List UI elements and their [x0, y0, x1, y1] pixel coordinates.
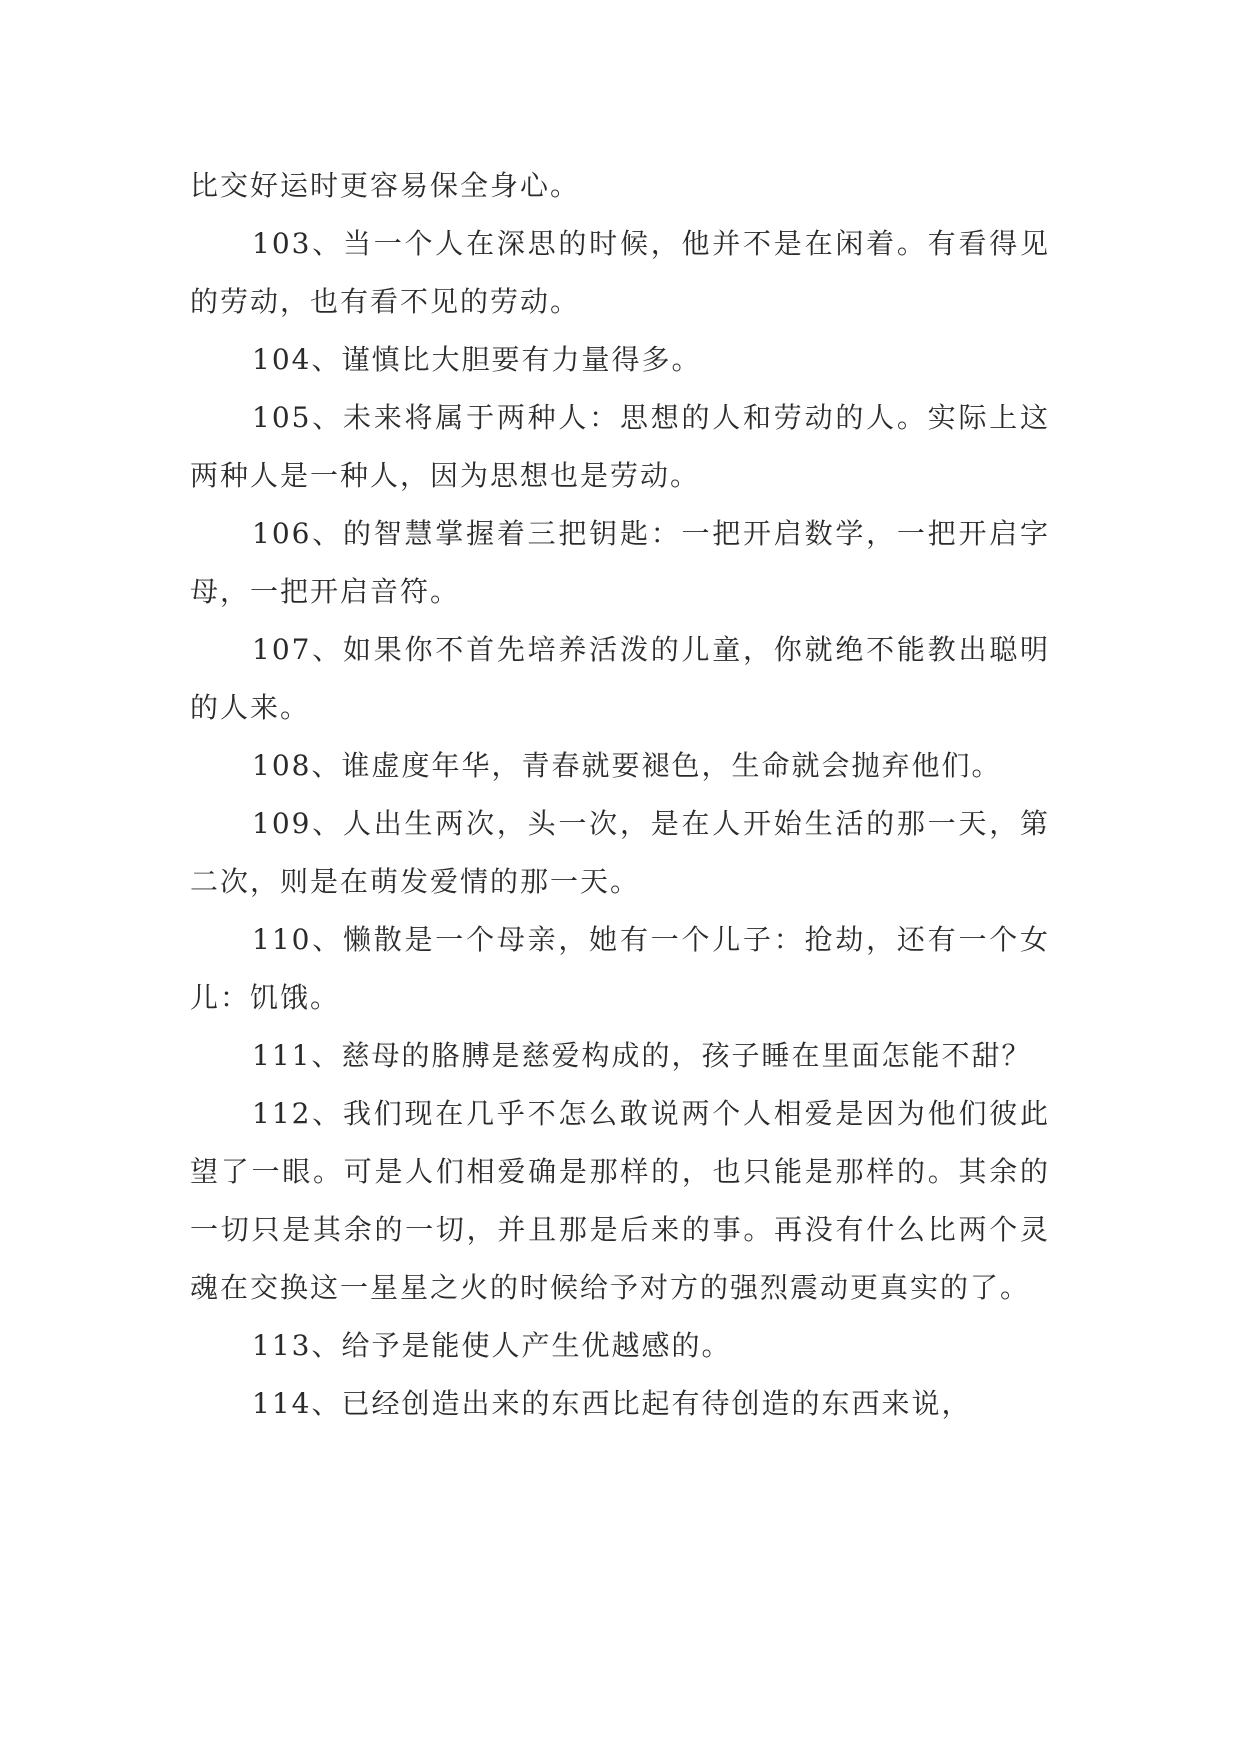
paragraph-continuation: 比交好运时更容易保全身心。: [190, 169, 581, 202]
paragraph-quote-107: 107、如果你不首先培养活泼的儿童，你就绝不能教出聪明的人来。: [190, 633, 1050, 724]
paragraph-quote-104: 104、谨慎比大胆要有力量得多。: [252, 343, 702, 376]
paragraph-quote-113: 113、给予是能使人产生优越感的。: [252, 1329, 732, 1362]
paragraph-quote-111: 111、慈母的胳膊是慈爱构成的，孩子睡在里面怎能不甜？: [252, 1039, 1032, 1072]
paragraph-quote-114: 114、已经创造出来的东西比起有待创造的东西来说，: [252, 1387, 972, 1420]
paragraph-quote-103: 103、当一个人在深思的时候，他并不是在闲着。有看得见的劳动，也有看不见的劳动。: [190, 227, 1050, 318]
paragraph-quote-106: 106、的智慧掌握着三把钥匙：一把开启数学，一把开启字母，一把开启音符。: [190, 517, 1050, 608]
paragraph-quote-105: 105、未来将属于两种人：思想的人和劳动的人。实际上这两种人是一种人，因为思想也是劳动。: [190, 401, 1050, 492]
paragraph-quote-112: 112、我们现在几乎不怎么敢说两个人相爱是因为他们彼此望了一眼。可是人们相爱确是那样的，也只能是那样的。其余的一切只是其余的一切，并且那是后来的事。再没有什么比两个灵魂在交换这一星星之火的时候给予对方的强烈震动更真实的了。: [190, 1097, 1050, 1304]
paragraph-quote-110: 110、懒散是一个母亲，她有一个儿子：抢劫，还有一个女儿：饥饿。: [190, 923, 1050, 1014]
document-body: [190, 157, 1050, 1433]
paragraph-quote-109: 109、人出生两次，头一次，是在人开始生活的那一天，第二次，则是在萌发爱情的那一天。: [190, 807, 1050, 898]
paragraph-quote-108: 108、谁虚度年华，青春就要褪色，生命就会抛弃他们。: [252, 749, 1002, 782]
